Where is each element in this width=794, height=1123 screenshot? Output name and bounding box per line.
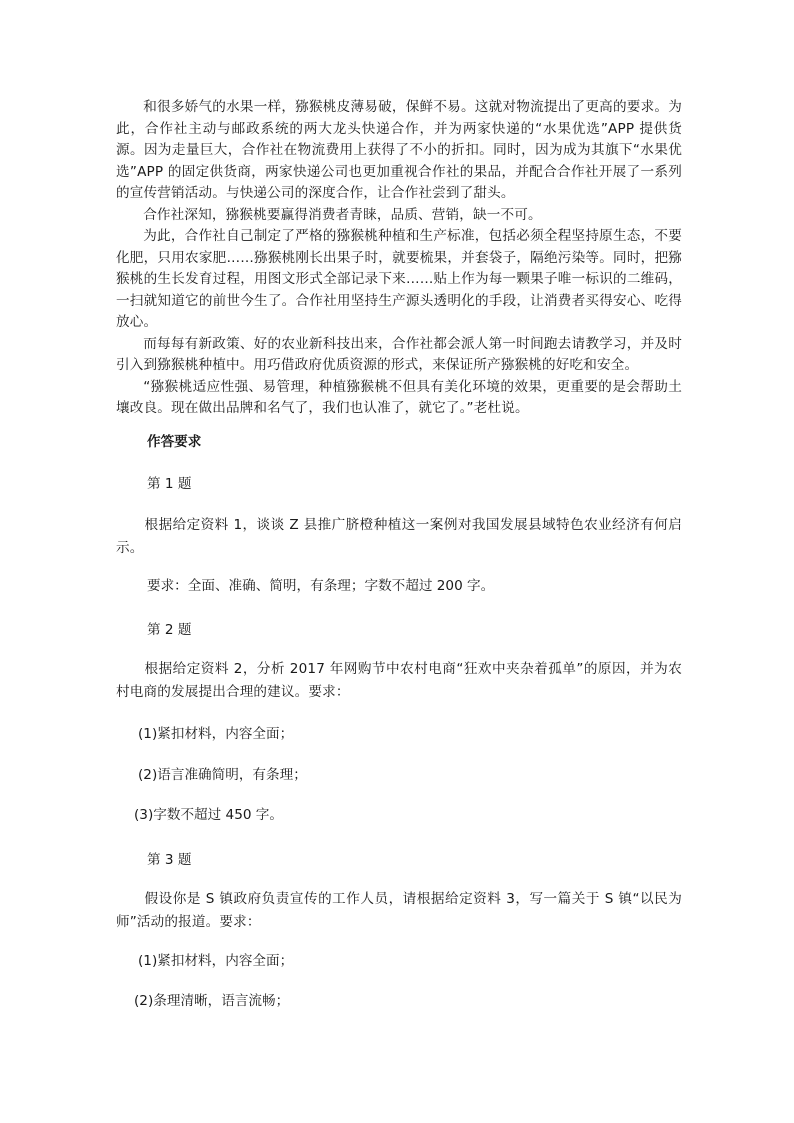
question-2-title: 第 2 题 <box>147 622 192 638</box>
question-3-text: 假设你是 S 镇政府负责宣传的工作人员，请根据给定资料 3，写一篇关于 S 镇“以民为师”活动的报道。要求： <box>116 891 682 930</box>
paragraph: “猕猴桃适应性强、易管理，种植猕猴桃不但具有美化环境的效果，更重要的是会帮助土壤改良。现在做出品牌和名气了，我们也认准了，就它了。”老杜说。 <box>116 378 682 416</box>
material-passage <box>116 97 682 420</box>
question-3-item: (2)条理清晰，语言流畅； <box>134 993 290 1009</box>
question-3-title: 第 3 题 <box>147 852 192 868</box>
question-1-text: 根据给定资料 1，谈谈 Z 县推广脐橙种植这一案例对我国发展县域特色农业经济有何启示。 <box>116 517 682 556</box>
paragraph: 而每每有新政策、好的农业新科技出来，合作社都会派人第一时间跑去请教学习，并及时引入到猕猴桃种植中。用巧借政府优质资源的形式，来保证所产猕猴桃的好吃和安全。 <box>116 335 682 373</box>
question-3-body <box>116 888 682 934</box>
paragraph: 合作社深知，猕猴桃要赢得消费者青睐，品质、营销，缺一不可。 <box>143 206 542 223</box>
question-1-title: 第 1 题 <box>147 476 192 492</box>
question-2-item: (3)字数不超过 450 字。 <box>134 807 283 823</box>
paragraph: 为此，合作社自己制定了严格的猕猴桃种植和生产标准，包括必须全程坚持原生态，不要化肥，只用农家肥……猕猴桃刚长出果子时，就要梳果，并套袋子，隔绝污染等。同时，把猕猴桃的生长发育过程，用图文形式全部记录下来……贴上作为每一颗果子唯一标识的二维码，一扫就知道它的前世今生了。合作社用坚持生产源头透明化的手段，让消费者买得安心、吃得放心。 <box>116 228 682 330</box>
paragraph: 和很多娇气的水果一样，猕猴桃皮薄易破，保鲜不易。这就对物流提出了更高的要求。为此，合作社主动与邮政系统的两大龙头快递合作，并为两家快递的“水果优选”APP 提供货源。因为走量巨大，合作社在物流费用上获得了不小的折扣。同时，因为成为其旗下“水果优选”APP 的固定供货商，两家快递公司也更加重视合作社的果品，并配合合作社开展了一系列的宣传营销活动。与快递公司的深度合作，让合作社尝到了甜头。 <box>116 99 682 201</box>
question-1-requirement: 要求：全面、准确、简明，有条理；字数不超过 200 字。 <box>147 578 495 594</box>
question-2-item: (2)语言准确简明，有条理； <box>138 767 307 783</box>
question-3-item: (1)紧扣材料，内容全面； <box>138 953 294 969</box>
question-1-body <box>116 514 682 560</box>
question-2-text: 根据给定资料 2，分析 2017 年网购节中农村电商“狂欢中夹杂着孤单”的原因，并为农村电商的发展提出合理的建议。要求： <box>116 661 682 700</box>
question-2-item: (1)紧扣材料，内容全面； <box>138 726 294 742</box>
question-2-body <box>116 658 682 704</box>
answer-requirements-heading: 作答要求 <box>147 434 202 450</box>
